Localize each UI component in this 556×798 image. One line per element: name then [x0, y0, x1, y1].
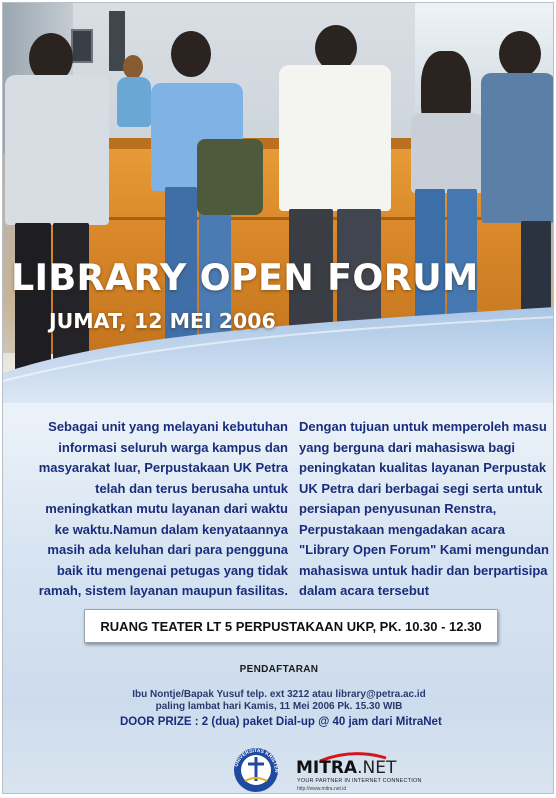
intro-line: mahasiswa untuk hadir dan berpartisipa — [299, 562, 548, 578]
mitranet-url: http://www.mitra.net.id — [297, 786, 347, 792]
intro-line: masih ada keluhan dari para pengguna — [47, 542, 288, 557]
intro-line: baik itu mengenai petugas yang tidak — [56, 562, 288, 578]
intro-line: UK Petra dari berbagai segi serta untuk — [299, 480, 543, 496]
intro-line: dalam acara tersebut — [299, 583, 430, 598]
intro-line: peningkatan kualitas layanan Perpustak — [299, 460, 547, 475]
intro-line: Sebagai unit yang melayani kebutuhan — [48, 419, 288, 434]
intro-column-right — [299, 417, 554, 602]
event-date: JUMAT, 12 MEI 2006 — [49, 309, 276, 333]
library-counter-photo — [3, 3, 554, 403]
university-seal-logo — [231, 747, 281, 793]
mitranet-brand: MITRA — [296, 758, 358, 778]
intro-line: ramah, sistem layanan maupun fasilitas. — [38, 583, 288, 598]
intro-line: Dengan tujuan untuk memperoleh masu — [299, 419, 547, 434]
mitranet-tagline: YOUR PARTNER IN INTERNET CONNECTION — [297, 778, 422, 784]
intro-line: informasi seluruh warga kampus dan — [58, 439, 288, 455]
svg-text:UNIVERSITAS KRISTEN: UNIVERSITAS KRISTEN — [233, 747, 280, 773]
intro-column-left — [3, 417, 288, 602]
mitranet-logo — [296, 752, 421, 792]
intro-line: Perpustakaan mengadakan acara — [299, 521, 505, 537]
registration-deadline: paling lambat hari Kamis, 11 Mei 2006 Pk. 15.30 WIB — [155, 701, 403, 712]
intro-line: meningkatkan mutu layanan dari waktu — [45, 501, 288, 516]
intro-line: ke waktu.Namun dalam kenyataannya — [54, 521, 288, 537]
intro-line: "Library Open Forum" Kami mengundan — [299, 542, 549, 557]
venue-box: RUANG TEATER LT 5 PERPUSTAKAAN UKP, PK. 10.30 - 12.30 — [84, 609, 498, 643]
mitranet-wordmark — [296, 758, 396, 778]
door-prize: DOOR PRIZE : 2 (dua) paket Dial-up @ 40 jam dari MitraNet — [120, 716, 442, 728]
registration-contact: Ibu Nontje/Bapak Yusuf telp. ext 3212 atau library@petra.ac.id — [132, 689, 426, 700]
registration-heading: PENDAFTARAN — [239, 664, 319, 675]
mitranet-suffix: .NET — [357, 758, 397, 778]
intro-line: persiapan penyusunan Renstra, — [299, 501, 497, 516]
intro-line: yang berguna dari mahasiswa bagi — [299, 439, 516, 455]
intro-line: masyarakat luar, Perpustakaan UK Petra — [38, 460, 288, 475]
poster-title: LIBRARY OPEN FORUM — [11, 256, 479, 299]
poster — [2, 2, 554, 794]
intro-line: telah dan terus berusaha untuk — [95, 480, 288, 496]
